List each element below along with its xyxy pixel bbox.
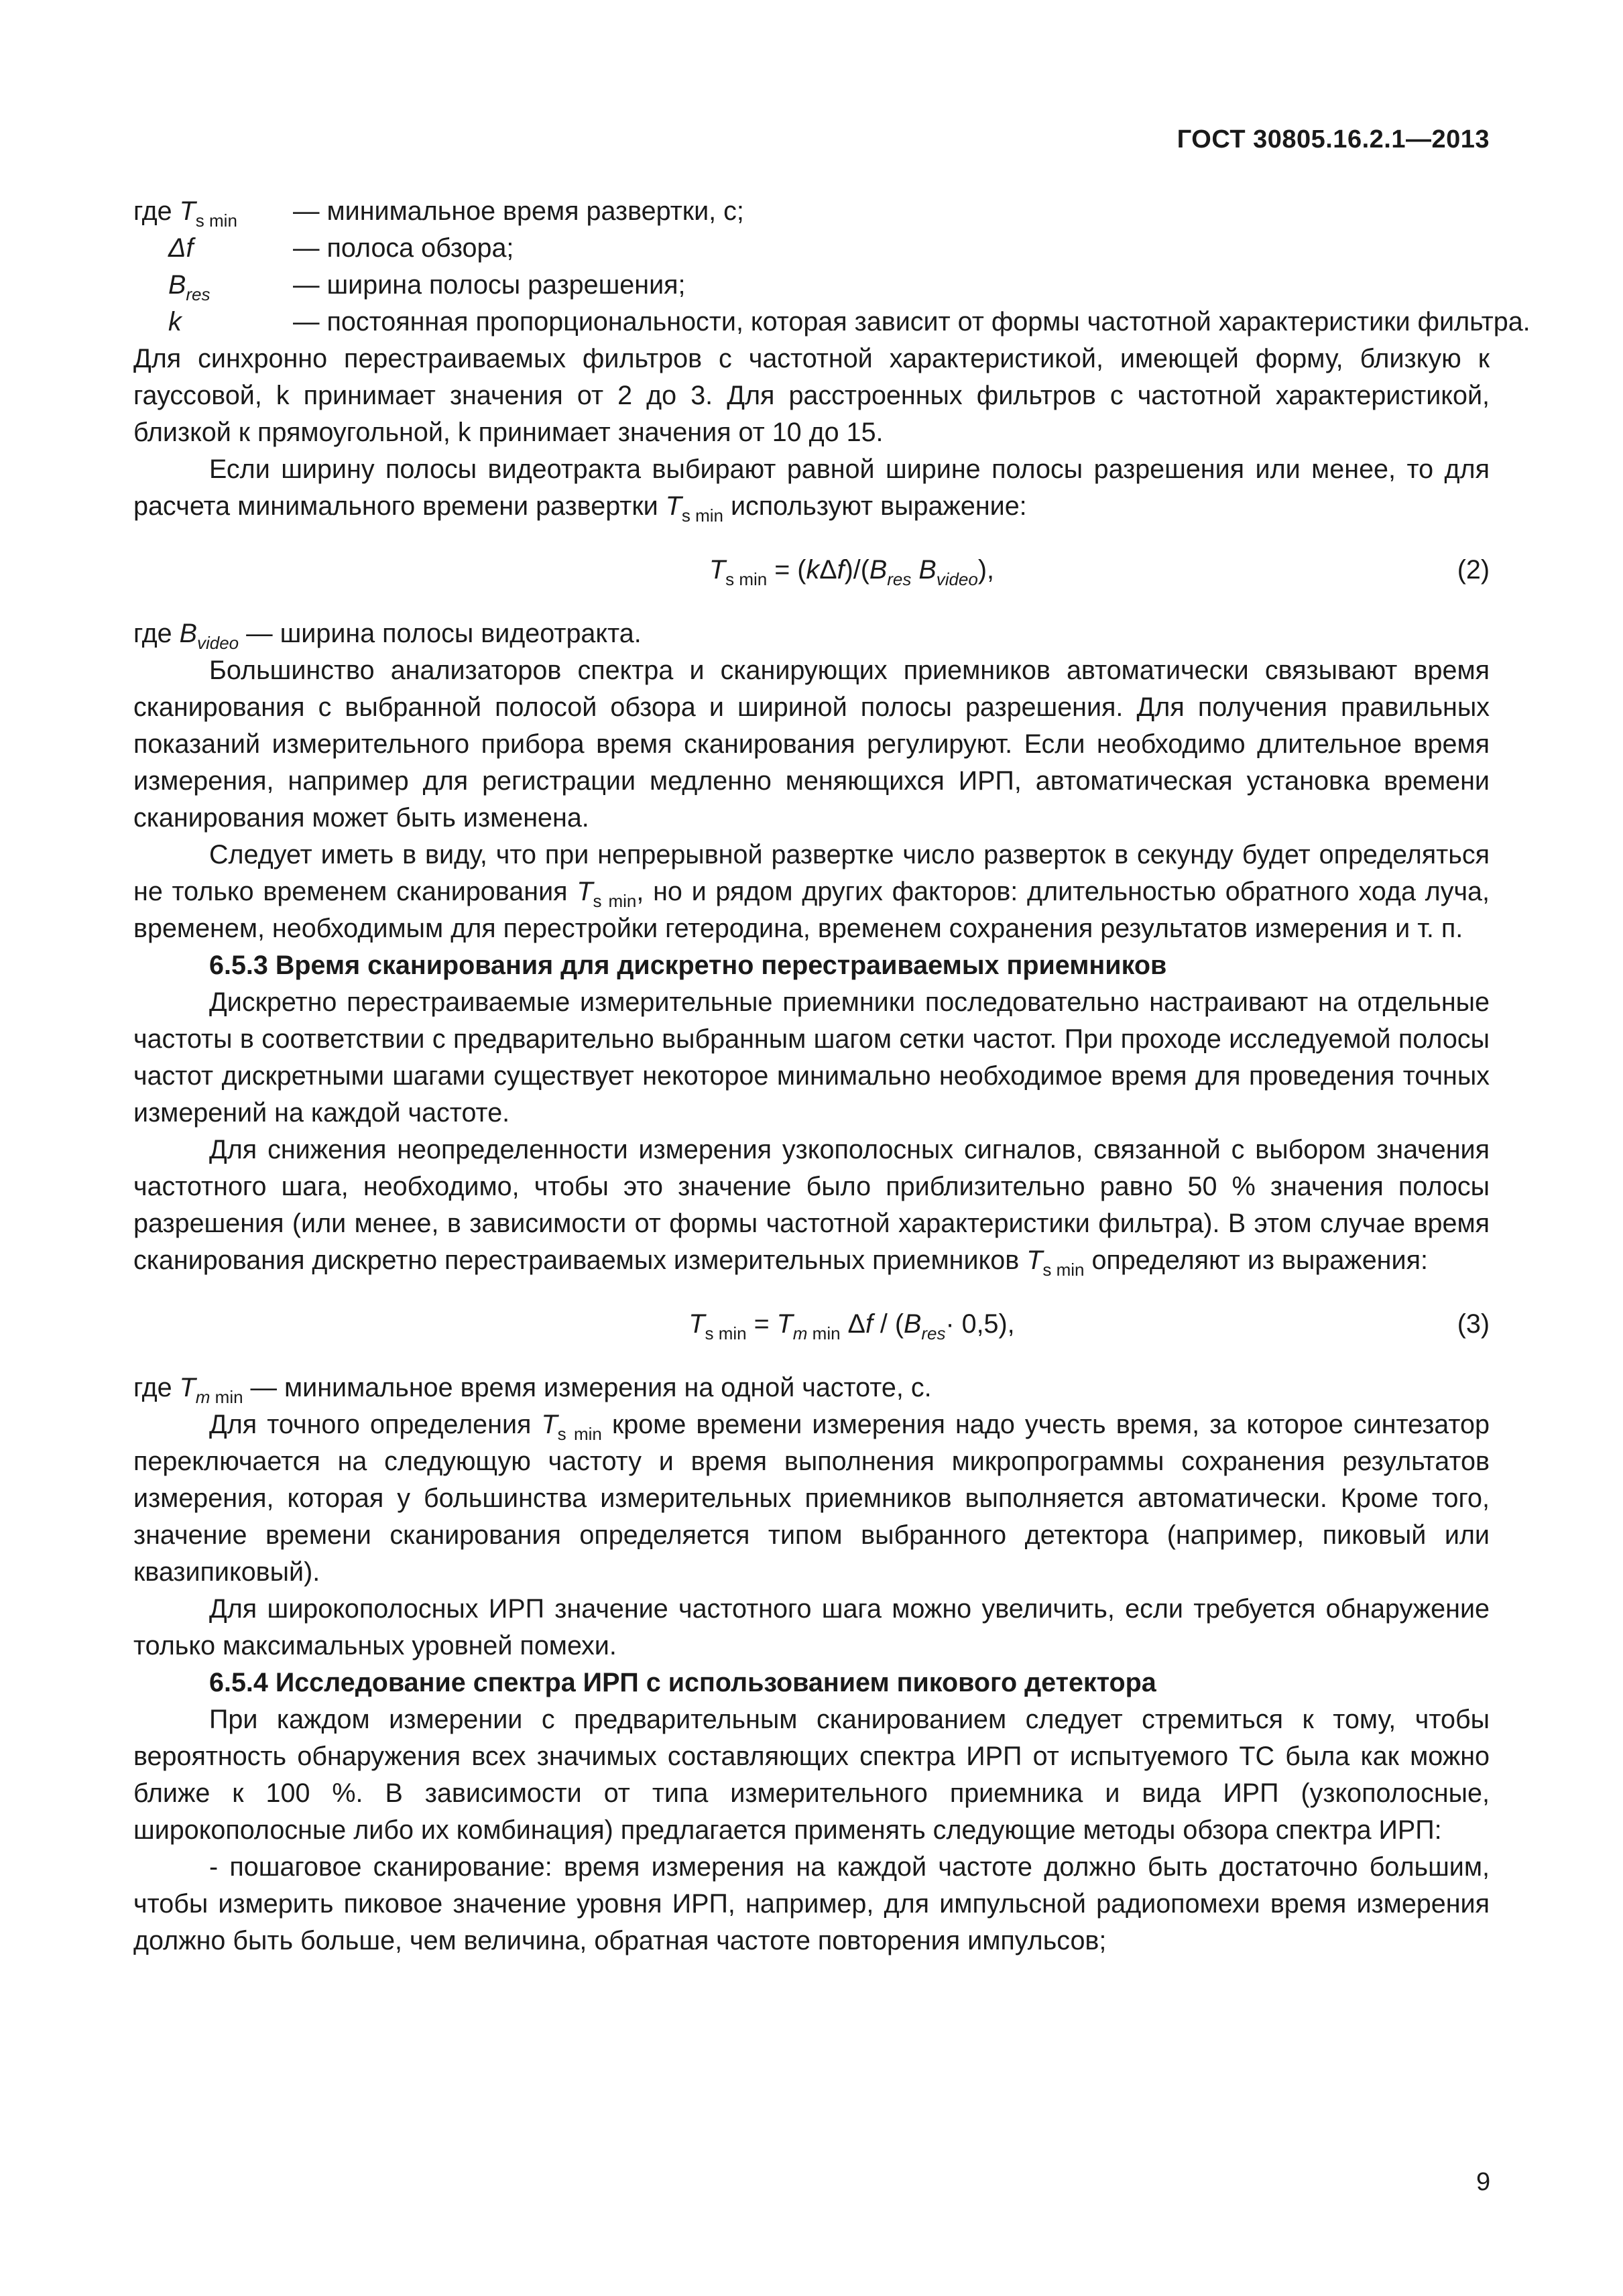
formula-3 <box>133 1306 1490 1343</box>
definition-row <box>133 193 1490 230</box>
definition-text: — ширина полосы разрешения; <box>293 270 686 300</box>
paragraph: где $B_{video}$ — ширина полосы видеотракта. <box>133 619 642 653</box>
definition-symbol: $B_{res}$ <box>168 270 211 304</box>
formula-expression: $T_{s min} = (k\Delta f)/(B_{res}$ $B_{video}$), <box>709 555 994 589</box>
paragraph: где $T_{m min}$ — минимальное время измерения на одной частоте, с. <box>133 1373 932 1407</box>
paragraph: Для снижения неопределенности измерения узкополосных сигналов, связанной с выбором значения частотного шага, необходимо, чтобы это значение было приблизительно равно 50 % значения полосы разрешения (или менее, в зависимости от формы частотной характеристики фильтра). В этом случае время сканирования дискретно перестраиваемых измерительных приемников $T_{s min}$ определяют из выражения: <box>133 1135 1490 1280</box>
document-header: ГОСТ 30805.16.2.1—2013 <box>1177 125 1490 154</box>
definition-symbol: где $T_{s min}$ <box>133 196 237 231</box>
formula-number: (2) <box>1457 555 1490 585</box>
paragraph: Большинство анализаторов спектра и сканирующих приемников автоматически связывают время сканирования с выбранной полосой обзора и шириной полосы разрешения. Для получения правильных показаний измерительного прибора время сканирования регулируют. Если необходимо длительное время измерения, например для регистрации медленно меняющихся ИРП, автоматическая установка времени сканирования может быть изменена. <box>133 656 1490 833</box>
definition-text: — полоса обзора; <box>293 233 514 263</box>
section-heading: 6.5.4 Исследование спектра ИРП с использованием пикового детектора <box>209 1668 1156 1697</box>
formula-number: (3) <box>1457 1309 1490 1339</box>
definition-symbol: k <box>168 307 182 337</box>
formula-expression: $T_{s min} = T_{m min}$ $\Delta f / (B_{res}\cdot 0,5)$, <box>688 1309 1015 1343</box>
definition-row <box>133 267 1490 304</box>
paragraph: Для синхронно перестраиваемых фильтров с частотной характеристикой, имеющей форму, близкую к гауссовой, k принимает значения от 2 до 3. Для расстроенных фильтров с частотной характеристикой, близкой к прямоугольной, k принимает значения от 10 до 15. <box>133 344 1490 447</box>
definition-text: — минимальное время развертки, с; <box>293 196 744 226</box>
formula-2 <box>133 552 1490 589</box>
paragraph: При каждом измерении с предварительным сканированием следует стремиться к тому, чтобы вероятность обнаружения всех значимых составляющих спектра ИРП от испытуемого ТС была как можно ближе к 100 %. В зависимости от типа измерительного приемника и вида ИРП (узкополосные, широкополосные либо их комбинация) предлагается применять следующие методы обзора спектра ИРП: <box>133 1705 1490 1845</box>
definition-row <box>133 304 1530 341</box>
definition-symbol: Δf <box>168 233 194 263</box>
document-body <box>133 193 1530 1959</box>
paragraph: - пошаговое сканирование: время измерения на каждой частоте должно быть достаточно большим, чтобы измерить пиковое значение уровня ИРП, например, для импульсной радиопомехи время измерения должно быть больше, чем величина, обратная частоте повторения импульсов; <box>133 1852 1490 1955</box>
paragraph: Следует иметь в виду, что при непрерывной развертке число разверток в секунду будет определяться не только временем сканирования $T_{s min}$, но и рядом других факторов: длительностью обратного хода луча, временем, необходимым для перестройки гетеродина, временем сохранения результатов измерения и т. п. <box>133 840 1490 943</box>
page-number: 9 <box>1476 2168 1491 2196</box>
paragraph: Дискретно перестраиваемые измерительные приемники последовательно настраивают на отдельные частоты в соответствии с предварительно выбранным шагом сетки частот. При проходе исследуемой полосы частот дискретными шагами существует некоторое минимально необходимое время для проведения точных измерений на каждой частоте. <box>133 987 1490 1128</box>
paragraph: Для широкополосных ИРП значение частотного шага можно увеличить, если требуется обнаружение только максимальных уровней помехи. <box>133 1594 1490 1660</box>
definition-row <box>133 230 1490 267</box>
paragraph: Если ширину полосы видеотракта выбирают равной ширине полосы разрешения или менее, то для расчета минимального времени развертки $T_{s min}$ используют выражение: <box>133 455 1490 526</box>
section-heading: 6.5.3 Время сканирования для дискретно перестраиваемых приемников <box>209 951 1167 980</box>
definition-text: — постоянная пропорциональности, которая зависит от формы частотной характеристики фильтра. <box>293 307 1530 337</box>
paragraph: Для точного определения $T_{s min}$ кроме времени измерения надо учесть время, за которое синтезатор переключается на следующую частоту и время выполнения микропрограммы сохранения результатов измерения, которая у большинства измерительных приемников выполняется автоматически. Кроме того, значение времени сканирования определяется типом выбранного детектора (например, пиковый или квазипиковый). <box>133 1410 1490 1587</box>
